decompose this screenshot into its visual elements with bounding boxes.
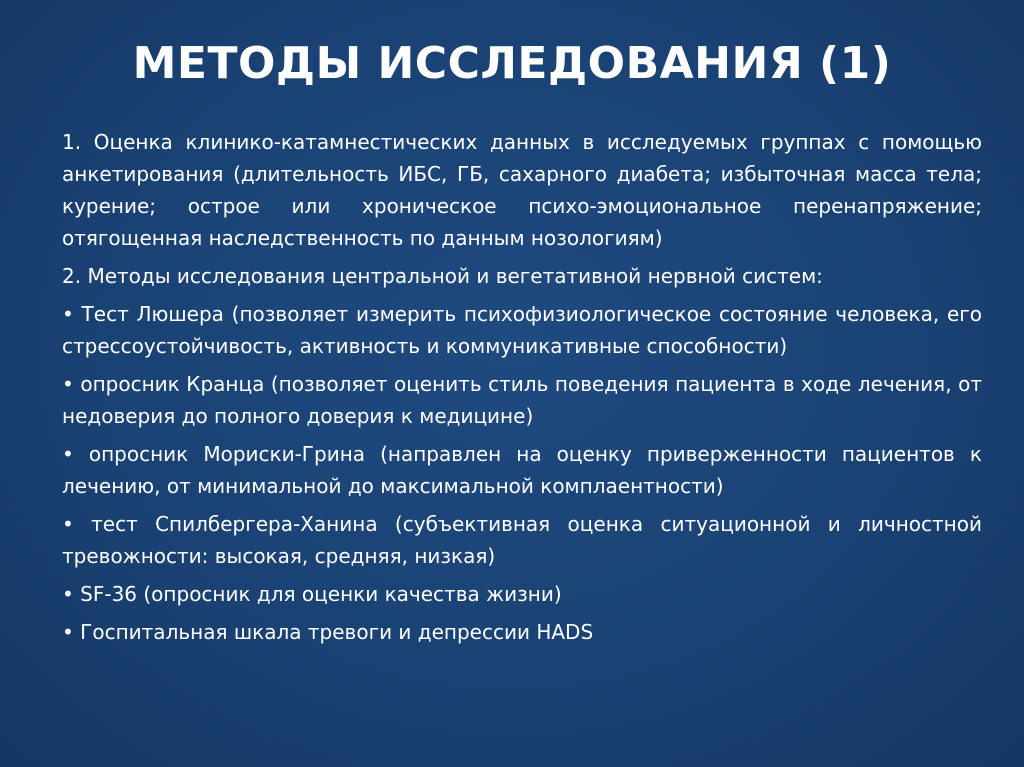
slide-title: МЕТОДЫ ИССЛЕДОВАНИЯ (1) — [132, 38, 892, 89]
slide-body — [62, 126, 982, 654]
bullet-luscher-test: • Тест Люшера (позволяет измерить психофизиологическое состояние человека, его стрессоустойчивость, активность и коммуникативные способности) — [62, 302, 982, 358]
bullet-sf36: • SF-36 (опросник для оценки качества жизни) — [62, 582, 562, 606]
bullet-hads-scale: • Госпитальная шкала тревоги и депрессии HADS — [62, 620, 594, 644]
bullet-kranz-questionnaire: • опросник Кранца (позволяет оценить стиль поведения пациента в ходе лечения, от недоверия до полного доверия к медицине) — [62, 372, 982, 428]
bullet-morisky-green-questionnaire: • опросник Мориски-Грина (направлен на оценку приверженности пациентов к лечению, от минимальной до максимальной комплаентности) — [62, 442, 982, 498]
paragraph-nervous-system-methods: 2. Методы исследования центральной и вегетативной нервной систем: — [62, 264, 823, 288]
bullet-spielberger-khanin-test: • тест Спилбергера-Ханина (субъективная оценка ситуационной и личностной тревожности: высокая, средняя, низкая) — [62, 512, 982, 568]
paragraph-clinical-data: 1. Оценка клинико-катамнестических данных в исследуемых группах с помощью анкетирования (длительность ИБС, ГБ, сахарного диабета; избыточная масса тела; курение; острое или хроническое психо-эмоциональное перенапряжение; отягощенная наследственность по данным нозологиям) — [62, 130, 982, 250]
